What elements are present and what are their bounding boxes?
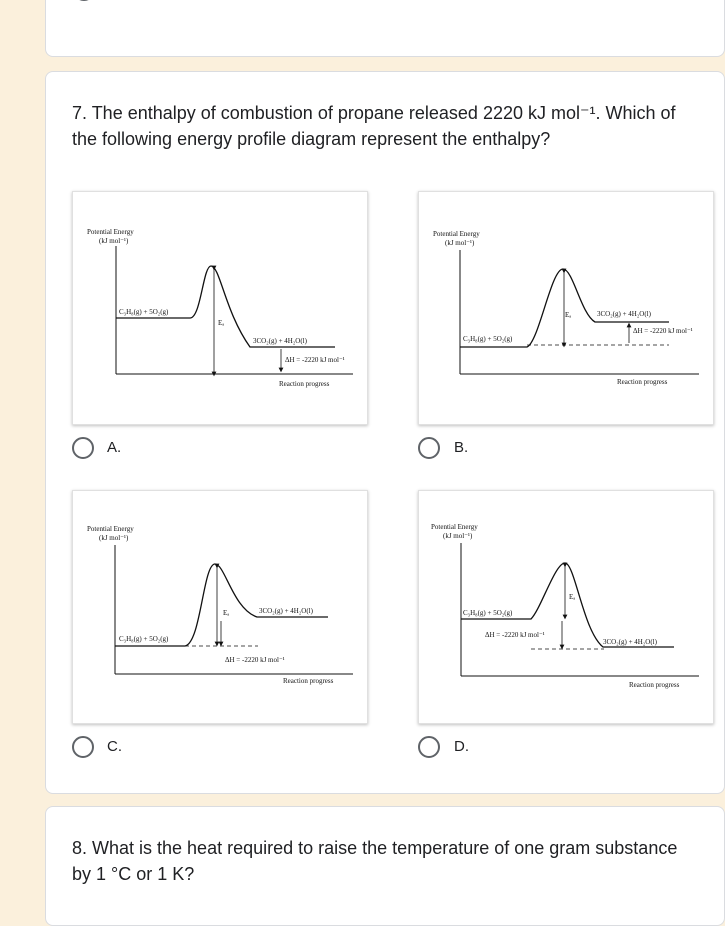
- option-a-radio[interactable]: [72, 437, 94, 459]
- diagram-d: [418, 490, 714, 724]
- x-axis-label: Reaction progress: [629, 681, 680, 689]
- energy-curve: [116, 266, 335, 347]
- y-axis-label: Potential Energy: [433, 230, 480, 238]
- reactants-label: C₃H₈(g) + 5O₂(g): [119, 308, 169, 316]
- question-7-line-1: 7. The enthalpy of combustion of propane released 2220 kJ mol⁻¹. Which of: [72, 103, 676, 123]
- diagram-c: [72, 490, 368, 724]
- question-7-card: [45, 71, 725, 794]
- energy-curve: [115, 564, 328, 646]
- y-axis-unit: (kJ mol⁻¹): [443, 532, 473, 540]
- y-axis-unit: (kJ mol⁻¹): [99, 534, 129, 542]
- y-axis-label: Potential Energy: [87, 525, 134, 533]
- option-d-label[interactable]: [108, 0, 321, 1]
- x-axis-label: Reaction progress: [279, 380, 330, 388]
- option-a-label[interactable]: A.: [107, 439, 122, 456]
- question-8-line-1: 8. What is the heat required to raise the temperature of one gram substance: [72, 838, 678, 858]
- reactants-label: C₃H₈(g) + 5O₂(g): [463, 609, 513, 617]
- y-axis-unit: (kJ mol⁻¹): [99, 237, 129, 245]
- reactants-label: C₃H₈(g) + 5O₂(g): [119, 635, 169, 643]
- previous-question-card: [45, 0, 725, 57]
- y-axis-label: Potential Energy: [87, 228, 134, 236]
- option-c-radio[interactable]: [72, 736, 94, 758]
- option-b-label[interactable]: B.: [454, 439, 469, 456]
- diagram-b: [418, 191, 714, 425]
- products-label: 3CO₂(g) + 4H₂O(l): [259, 607, 313, 615]
- products-label: 3CO₂(g) + 4H₂O(l): [603, 638, 657, 646]
- reactants-label: C₃H₈(g) + 5O₂(g): [463, 335, 513, 343]
- dh-label: ΔH = -2220 kJ mol⁻¹: [485, 631, 545, 639]
- option-d-radio[interactable]: [418, 736, 440, 758]
- ea-label: Eₐ: [218, 319, 225, 327]
- option-d-label[interactable]: D.: [454, 738, 469, 755]
- option-d-radio[interactable]: [73, 0, 95, 1]
- y-axis-unit: (kJ mol⁻¹): [445, 239, 475, 247]
- products-label: 3CO₂(g) + 4H₂O(l): [597, 310, 651, 318]
- x-axis-label: Reaction progress: [283, 677, 334, 685]
- dh-label: ΔH = -2220 kJ mol⁻¹: [225, 656, 285, 664]
- ea-label: Eₐ: [223, 609, 230, 617]
- products-label: 3CO₂(g) + 4H₂O(l): [253, 337, 307, 345]
- ea-label: Eₐ: [569, 593, 576, 601]
- option-c-label[interactable]: C.: [107, 738, 122, 755]
- question-8-line-2: by 1 °C or 1 K?: [72, 864, 195, 884]
- x-axis-label: Reaction progress: [617, 378, 668, 386]
- dh-label: ΔH = -2220 kJ mol⁻¹: [633, 327, 693, 335]
- option-b-radio[interactable]: [418, 437, 440, 459]
- question-7-line-2: the following energy profile diagram represent the enthalpy?: [72, 129, 551, 149]
- y-axis-label: Potential Energy: [431, 523, 478, 531]
- dh-label: ΔH = -2220 kJ mol⁻¹: [285, 356, 345, 364]
- question-8-card: [45, 806, 725, 926]
- diagram-a: [72, 191, 368, 425]
- ea-label: Eₐ: [565, 311, 572, 319]
